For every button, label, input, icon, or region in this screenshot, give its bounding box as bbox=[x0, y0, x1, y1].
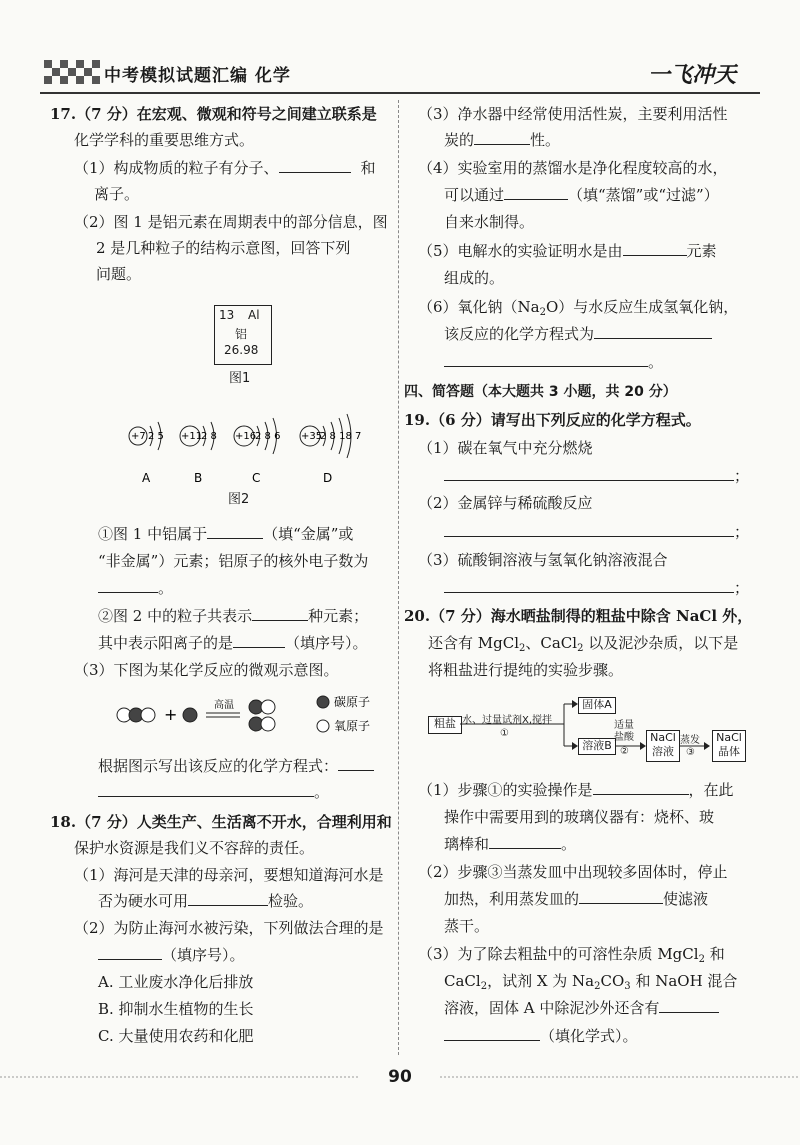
q18-option-a: A. 工业废水净化后排放 bbox=[98, 973, 254, 991]
flow-nacl-crystal bbox=[712, 730, 746, 762]
q17-line2: 化学学科的重要思维方式。 bbox=[74, 131, 255, 149]
svg-text:+: + bbox=[164, 705, 178, 724]
section4-heading: 四、简答题（本大题共 3 小题，共 20 分） bbox=[404, 384, 677, 400]
flow-solution-b: 溶液B bbox=[578, 738, 616, 755]
q18-part1-cont: 否为硬水可用 检验。 bbox=[98, 892, 314, 910]
q20-part1-cont2: 璃棒和 。 bbox=[444, 835, 577, 853]
q18-part5-cont: 组成的。 bbox=[444, 269, 505, 287]
q18-part6-cont: 该反应的化学方程式为 bbox=[444, 324, 712, 344]
q18-option-b: B. 抑制水生植物的生长 bbox=[98, 1000, 254, 1018]
element-symbol: Al bbox=[248, 308, 260, 322]
q20-part1-cont: 操作中需要用到的玻璃仪器有：烧杯、玻 bbox=[444, 808, 715, 826]
q17-sub2-cont: 其中表示阳离子的是 （填序号）。 bbox=[98, 634, 368, 652]
svg-text:高温: 高温 bbox=[214, 700, 234, 711]
oxygen-atom bbox=[141, 708, 155, 722]
header-checker-decoration bbox=[44, 60, 100, 86]
svg-text:2 5: 2 5 bbox=[148, 431, 164, 442]
q19-answer3: ； bbox=[444, 578, 749, 598]
element-name: 铝 bbox=[235, 327, 248, 341]
q18-part4-cont2: 自来水制得。 bbox=[444, 213, 535, 231]
q17-part1: （1）构成物质的粒子有分子、 和 bbox=[74, 159, 376, 177]
flow-step3-number: ③ bbox=[686, 747, 695, 758]
carbon-atom bbox=[183, 708, 197, 722]
legend-carbon-icon bbox=[317, 696, 329, 708]
header-brand: 一飞冲天 bbox=[648, 63, 737, 88]
header-divider bbox=[40, 92, 760, 94]
header-title: 中考模拟试题汇编 化学 bbox=[104, 66, 291, 86]
svg-text:B: B bbox=[194, 471, 203, 485]
flow-nacl-crystal-line2: 晶体 bbox=[718, 745, 740, 758]
q20-line1: 20.（7 分）海水晒盐制得的粗盐中除含 NaCl 外， bbox=[404, 607, 753, 625]
figure2-caption: 图2 bbox=[228, 492, 250, 507]
element-card bbox=[214, 305, 272, 365]
q20-part3-cont: CaCl$_2$，试剂 X 为 $Na_2CO_3$ 和 NaOH 混合 bbox=[444, 972, 738, 992]
oxygen-atom bbox=[261, 717, 275, 731]
figure1-caption: 图1 bbox=[229, 371, 251, 386]
flow-step1-number: ① bbox=[500, 728, 509, 739]
particle-c bbox=[234, 418, 280, 485]
reaction-diagram bbox=[110, 690, 390, 740]
flow-solid-a: 固体A bbox=[578, 697, 616, 714]
page-number: 90 bbox=[388, 1067, 412, 1087]
atomic-mass: 26.98 bbox=[224, 343, 259, 357]
particle-diagrams bbox=[120, 400, 380, 490]
q19-part2: （2）金属锌与稀硫酸反应 bbox=[418, 494, 593, 512]
q18-part2-cont: （填序号）。 bbox=[98, 945, 245, 965]
q17-sub2: ②图 2 中的粒子共表示 种元素； bbox=[98, 607, 369, 625]
q20-line2: 还含有 MgCl$_2$、CaCl$_2$ 以及泥沙杂质，以下是 bbox=[428, 634, 739, 654]
q18-part2: （2）为防止海河水被污染，下列做法合理的是 bbox=[74, 919, 384, 937]
q17-part3: （3）下图为某化学反应的微观示意图。 bbox=[74, 661, 339, 679]
atomic-number: 13 bbox=[219, 308, 235, 322]
svg-text:+7: +7 bbox=[131, 431, 146, 442]
svg-text:+11: +11 bbox=[181, 431, 203, 442]
legend-oxygen-icon bbox=[317, 720, 329, 732]
q18-part4: （4）实验室用的蒸馏水是净化程度较高的水， bbox=[418, 159, 728, 177]
q18-line1: 18.（7 分）人类生产、生活离不开水，合理利用和 bbox=[50, 813, 392, 831]
q18-part4-cont: 可以通过 （填“蒸馏”或“过滤”） bbox=[444, 186, 719, 204]
q19-answer2: ； bbox=[444, 522, 749, 542]
q20-part3: （3）为了除去粗盐中的可溶性杂质 MgCl$_2$ 和 bbox=[418, 945, 725, 965]
q17-part2: （2）图 1 是铝元素在周期表中的部分信息，图 bbox=[74, 213, 388, 231]
q20-line3: 将粗盐进行提纯的实验步骤。 bbox=[428, 661, 624, 679]
oxygen-atom bbox=[261, 700, 275, 714]
flow-nacl-solution-line1: NaCl bbox=[650, 731, 676, 744]
q18-part1: （1）海河是天津的母亲河，要想知道海河水是 bbox=[74, 866, 384, 884]
q17-part2-cont2: 问题。 bbox=[96, 265, 142, 283]
flow-step2-label-2: 盐酸 bbox=[614, 732, 634, 743]
q19-part1: （1）碳在氧气中充分燃烧 bbox=[418, 439, 593, 457]
svg-text:氧原子: 氧原子 bbox=[334, 719, 371, 733]
svg-text:碳原子: 碳原子 bbox=[334, 695, 371, 709]
svg-text:+16: +16 bbox=[235, 431, 257, 442]
svg-text:2 8 6: 2 8 6 bbox=[255, 431, 281, 442]
q20-part3-cont3: （填化学式）。 bbox=[444, 1026, 638, 1046]
q20-part3-cont2: 溶液，固体 A 中除泥沙外还含有 bbox=[444, 998, 719, 1018]
q18-part5: （5）电解水的实验证明水是由 元素 bbox=[418, 242, 717, 260]
svg-text:D: D bbox=[323, 471, 333, 485]
q17-part1-cont: 离子。 bbox=[94, 185, 140, 203]
particle-d bbox=[300, 414, 361, 485]
q18-part3: （3）净水器中经常使用活性炭，主要利用活性 bbox=[418, 105, 728, 123]
flow-nacl-solution bbox=[646, 730, 680, 762]
q18-line2: 保护水资源是我们义不容辞的责任。 bbox=[74, 839, 315, 857]
q17-sub1: ①图 1 中铝属于 （填“金属”或 bbox=[98, 525, 354, 543]
q18-part6: （6）氧化钠$(Na_2O)$与水反应生成氢氧化钠， bbox=[418, 298, 739, 318]
q19-part3: （3）硫酸铜溶液与氢氧化钠溶液混合 bbox=[418, 551, 668, 569]
q18-option-c: C. 大量使用农药和化肥 bbox=[98, 1027, 254, 1045]
q20-part2-cont2: 蒸干。 bbox=[444, 917, 490, 935]
svg-text:2 8 18 7: 2 8 18 7 bbox=[320, 431, 362, 442]
svg-text:C: C bbox=[252, 471, 261, 485]
q18-part3-cont: 炭的 性。 bbox=[444, 131, 561, 149]
flow-nacl-solution-line2: 溶液 bbox=[652, 745, 674, 758]
q17-line1: 17.（7 分）在宏观、微观和符号之间建立联系是 bbox=[50, 105, 377, 123]
q18-part6-cont2: 。 bbox=[444, 352, 663, 372]
flow-step1-label: 水、过量试剂X,搅拌 bbox=[462, 715, 553, 726]
flow-step2-number: ② bbox=[620, 746, 629, 757]
q17-part2-cont: 2 是几种粒子的结构示意图，回答下列 bbox=[96, 239, 351, 257]
svg-text:A: A bbox=[142, 471, 151, 485]
flow-crude-salt: 粗盐 bbox=[428, 716, 462, 734]
flow-step2-label-1: 适量 bbox=[614, 720, 634, 731]
flow-step3-label: 蒸发 bbox=[680, 735, 700, 746]
q20-part1: （1）步骤①的实验操作是 ，在此 bbox=[418, 781, 734, 799]
q20-part2-cont: 加热，利用蒸发皿的 使滤液 bbox=[444, 890, 709, 908]
column-divider bbox=[398, 100, 399, 1055]
svg-text:2 8: 2 8 bbox=[201, 431, 217, 442]
svg-text:+35: +35 bbox=[301, 431, 323, 442]
q17-part3-cont: 根据图示写出该反应的化学方程式： bbox=[98, 756, 374, 776]
q19-line1: 19.（6 分）请写出下列反应的化学方程式。 bbox=[404, 411, 701, 429]
particle-a bbox=[129, 422, 164, 485]
q20-part2: （2）步骤③当蒸发皿中出现较多固体时，停止 bbox=[418, 863, 728, 881]
q17-sub1-cont2: 。 bbox=[98, 578, 173, 598]
q19-answer1: ； bbox=[444, 466, 749, 486]
q17-sub1-cont: “非金属”）元素；铝原子的核外电子数为 bbox=[98, 552, 369, 570]
q17-part3-cont2: 。 bbox=[98, 782, 329, 802]
particle-b bbox=[180, 422, 217, 485]
flow-nacl-crystal-line1: NaCl bbox=[716, 731, 742, 744]
